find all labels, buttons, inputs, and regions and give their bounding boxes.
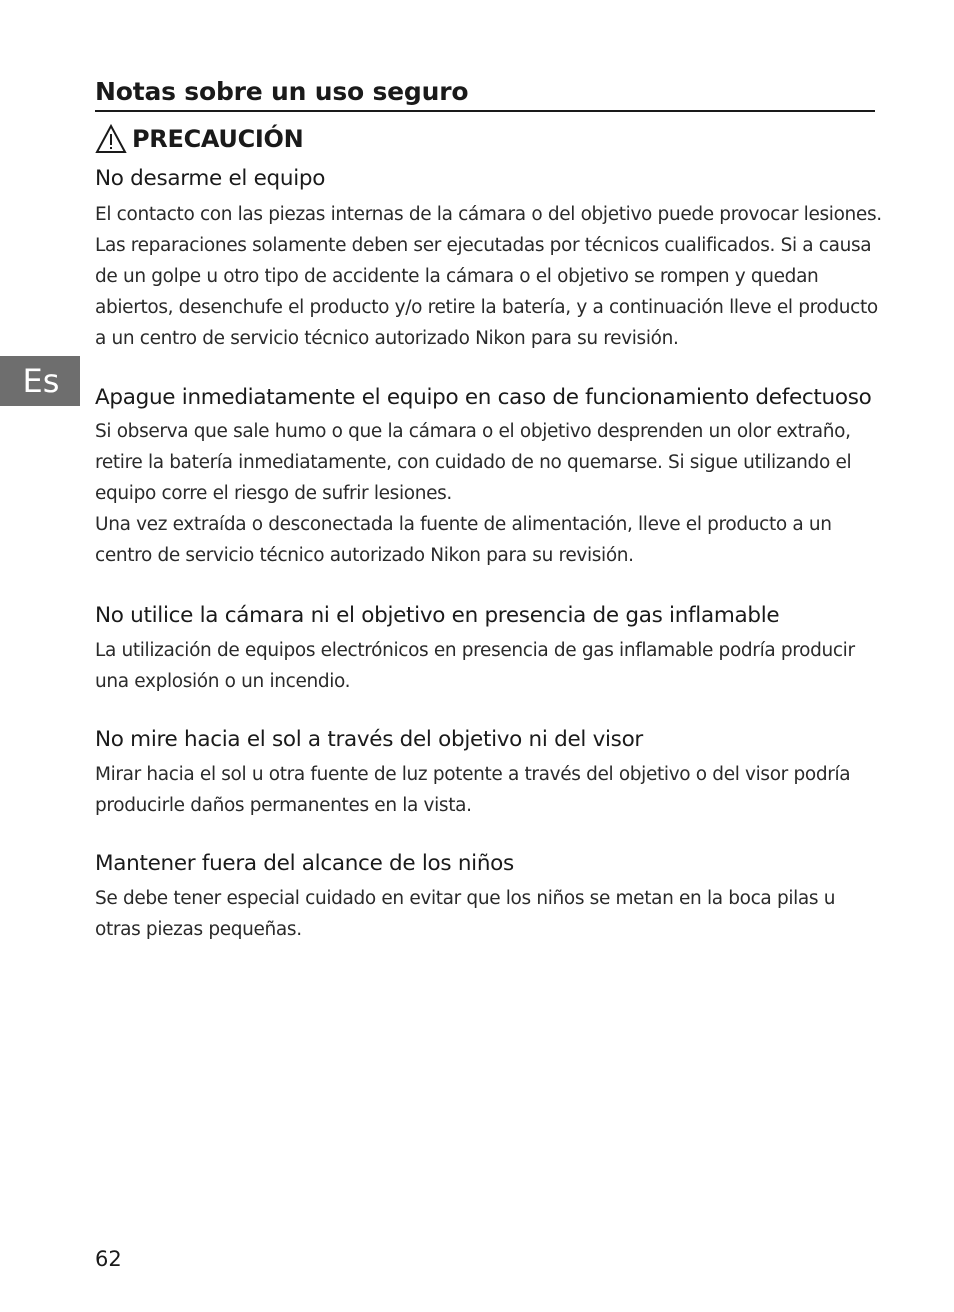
section-apague <box>95 386 885 571</box>
section-heading: No utilice la cámara ni el objetivo en presencia de gas inflamable <box>95 603 780 628</box>
safety-notes <box>95 165 885 975</box>
warning-triangle-icon <box>95 124 127 154</box>
caution-header <box>95 124 303 154</box>
section-paragraph: Si observa que sale humo o que la cámara o el objetivo desprenden un olor extraño, retire la batería inmediatamente, con cuidado de no quemarse. Si sigue utilizando el equipo corre el riesgo de sufrir lesiones. <box>95 421 852 504</box>
language-tab: Es <box>0 356 80 406</box>
section-sol <box>95 727 885 821</box>
caution-label: PRECAUCIÓN <box>132 125 304 153</box>
section-heading: No mire hacia el sol a través del objetivo ni del visor <box>95 727 643 752</box>
section-paragraph: Se debe tener especial cuidado en evitar que los niños se metan en la boca pilas u otras piezas pequeñas. <box>95 888 836 940</box>
page-number: 62 <box>95 1247 122 1271</box>
section-paragraph: El contacto con las piezas internas de la cámara o del objetivo puede provocar lesiones. Las reparaciones solamente deben ser ejecutadas por técnicos cualificados. Si a causa de un golpe u otro tipo de accidente la cámara o el objetivo se rompen y quedan abiertos, desenchufe el producto y/o retire la batería, y a continuación lleve el producto a un centro de servicio técnico autorizado Nikon para su revisión. <box>95 204 882 349</box>
section-heading: Mantener fuera del alcance de los niños <box>95 851 514 876</box>
section-gas-inflamable <box>95 603 885 697</box>
section-heading: Apague inmediatamente el equipo en caso de funcionamiento defectuoso <box>95 385 872 410</box>
section-paragraph: Una vez extraída o desconectada la fuente de alimentación, lleve el producto a un centro de servicio técnico autorizado Nikon para su revisión. <box>95 514 832 566</box>
section-ninos <box>95 851 885 945</box>
section-paragraph: Mirar hacia el sol u otra fuente de luz potente a través del objetivo o del visor podría producirle daños permanentes en la vista. <box>95 764 851 816</box>
section-paragraph: La utilización de equipos electrónicos en presencia de gas inflamable podría producir una explosión o un incendio. <box>95 640 855 692</box>
section-no-desarme <box>95 165 885 354</box>
page-title: Notas sobre un uso seguro <box>95 77 469 106</box>
section-heading: No desarme el equipo <box>95 166 326 191</box>
title-divider <box>95 110 875 112</box>
